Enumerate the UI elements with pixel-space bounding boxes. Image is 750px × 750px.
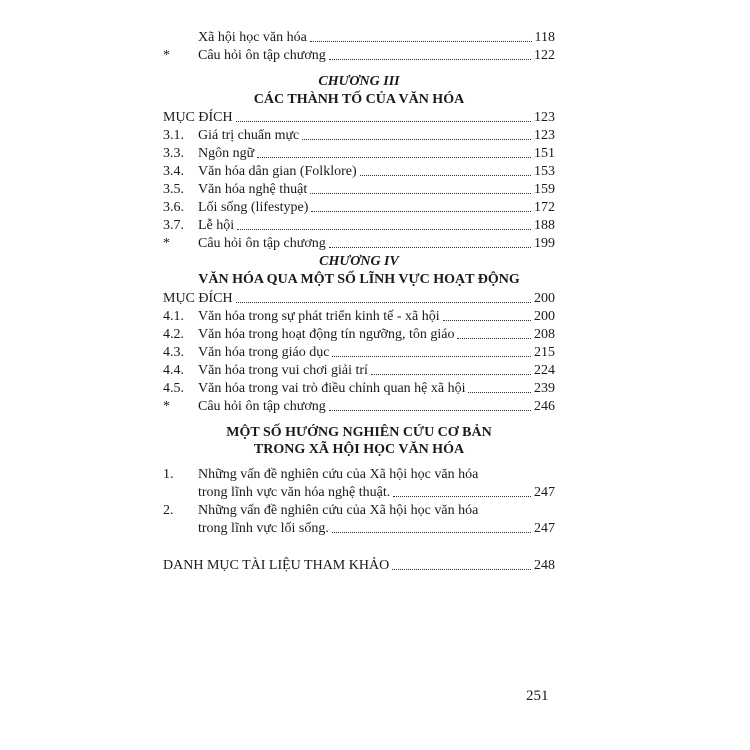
dot-leader bbox=[468, 392, 531, 393]
dot-leader bbox=[392, 569, 531, 570]
entry-number: 3.7. bbox=[163, 218, 184, 233]
entry-title: Câu hỏi ôn tập chương bbox=[198, 236, 326, 251]
entry-title: Xã hội học văn hóa bbox=[198, 30, 307, 45]
toc-entry bbox=[163, 46, 555, 64]
toc-entry bbox=[163, 519, 555, 537]
toc-entry bbox=[163, 234, 555, 252]
entry-title: Giá trị chuẩn mực bbox=[198, 128, 300, 143]
entry-title: Những vấn đề nghiên cứu của Xã hội học văn hóa bbox=[198, 503, 479, 518]
toc-entry bbox=[163, 198, 555, 216]
entry-title: Văn hóa dân gian (Folklore) bbox=[198, 164, 357, 179]
dot-leader bbox=[310, 193, 531, 194]
dot-leader bbox=[302, 139, 531, 140]
entry-number: 3.3. bbox=[163, 146, 184, 161]
toc-entry bbox=[163, 379, 555, 397]
dot-leader bbox=[332, 532, 531, 533]
toc-entry bbox=[163, 307, 555, 325]
entry-page: 122 bbox=[534, 48, 555, 63]
section-title: MỘT SỐ HƯỚNG NGHIÊN CỨU CƠ BẢN bbox=[226, 425, 492, 440]
entry-title: Văn hóa trong hoạt động tín ngưỡng, tôn giáo bbox=[198, 327, 455, 342]
entry-number: * bbox=[163, 399, 170, 414]
entry-number: 4.3. bbox=[163, 345, 184, 360]
entry-title: Văn hóa trong vai trò điều chỉnh quan hệ xã hội bbox=[198, 381, 466, 396]
entry-number: 4.4. bbox=[163, 363, 184, 378]
entry-page: 247 bbox=[534, 521, 555, 536]
toc-entry-first-line bbox=[163, 465, 555, 483]
toc-entry bbox=[163, 108, 555, 126]
entry-title: Câu hỏi ôn tập chương bbox=[198, 48, 326, 63]
toc-entry bbox=[163, 556, 555, 574]
toc-entry bbox=[163, 483, 555, 501]
entry-page: 224 bbox=[534, 363, 555, 378]
dot-leader bbox=[329, 247, 531, 248]
dot-leader bbox=[360, 175, 531, 176]
entry-title: Những vấn đề nghiên cứu của Xã hội học văn hóa bbox=[198, 467, 479, 482]
toc-entry bbox=[163, 126, 555, 144]
entry-number: 3.6. bbox=[163, 200, 184, 215]
entry-page: 247 bbox=[534, 485, 555, 500]
entry-title: Văn hóa trong giáo dục bbox=[198, 345, 330, 360]
dot-leader bbox=[329, 59, 531, 60]
entry-title: trong lĩnh vực lối sống. bbox=[198, 521, 329, 536]
section-title: TRONG XÃ HỘI HỌC VĂN HÓA bbox=[253, 442, 465, 457]
entry-page: 188 bbox=[534, 218, 555, 233]
entry-title: Lối sống (lifestype) bbox=[198, 200, 309, 215]
toc-entry bbox=[163, 325, 555, 343]
toc-entry bbox=[163, 289, 555, 307]
entry-title: Câu hỏi ôn tập chương bbox=[198, 399, 326, 414]
entry-title: DANH MỤC TÀI LIỆU THAM KHẢO bbox=[163, 558, 390, 573]
entry-number: 1. bbox=[163, 467, 174, 482]
toc-entry bbox=[163, 343, 555, 361]
dot-leader bbox=[371, 374, 531, 375]
dot-leader bbox=[443, 320, 531, 321]
entry-page: 123 bbox=[534, 110, 555, 125]
entry-title: Lễ hội bbox=[198, 218, 235, 233]
entry-page: 123 bbox=[534, 128, 555, 143]
dot-leader bbox=[311, 211, 531, 212]
chapter-title: CÁC THÀNH TỐ CỦA VĂN HÓA bbox=[253, 92, 465, 107]
dot-leader bbox=[393, 496, 531, 497]
entry-number: 2. bbox=[163, 503, 174, 518]
entry-number: * bbox=[163, 236, 170, 251]
chapter-title: VĂN HÓA QUA MỘT SỐ LĨNH VỰC HOẠT ĐỘNG bbox=[198, 272, 520, 287]
chapter-label: CHƯƠNG III bbox=[318, 74, 400, 89]
chapter-label: CHƯƠNG IV bbox=[319, 254, 399, 269]
entry-page: 246 bbox=[534, 399, 555, 414]
dot-leader bbox=[236, 121, 531, 122]
entry-title: trong lĩnh vực văn hóa nghệ thuật. bbox=[198, 485, 391, 500]
toc-entry bbox=[163, 180, 555, 198]
entry-title: Văn hóa trong sự phát triển kinh tế - xã hội bbox=[198, 309, 440, 324]
entry-page: 199 bbox=[534, 236, 555, 251]
entry-number: 3.4. bbox=[163, 164, 184, 179]
toc-entry bbox=[163, 144, 555, 162]
dot-leader bbox=[457, 338, 531, 339]
dot-leader bbox=[329, 410, 531, 411]
entry-page: 208 bbox=[534, 327, 555, 342]
entry-page: 215 bbox=[534, 345, 555, 360]
entry-page: 159 bbox=[534, 182, 555, 197]
entry-title: Ngôn ngữ bbox=[198, 146, 255, 161]
entry-number: 4.5. bbox=[163, 381, 184, 396]
entry-page: 172 bbox=[534, 200, 555, 215]
toc-entry bbox=[163, 162, 555, 180]
entry-page: 248 bbox=[534, 558, 555, 573]
entry-title: Văn hóa nghệ thuật bbox=[198, 182, 308, 197]
entry-page: 153 bbox=[534, 164, 555, 179]
entry-page: 239 bbox=[534, 381, 555, 396]
entry-page: 118 bbox=[534, 30, 555, 45]
entry-number: 4.1. bbox=[163, 309, 184, 324]
entry-number: 3.5. bbox=[163, 182, 184, 197]
entry-title: Văn hóa trong vui chơi giải trí bbox=[198, 363, 368, 378]
dot-leader bbox=[257, 157, 531, 158]
dot-leader bbox=[236, 302, 531, 303]
toc-entry-first-line bbox=[163, 501, 555, 519]
dot-leader bbox=[237, 229, 531, 230]
entry-title: MỤC ĐÍCH bbox=[163, 291, 233, 306]
toc-entry bbox=[163, 397, 555, 415]
dot-leader bbox=[332, 356, 531, 357]
toc-entry bbox=[163, 28, 555, 46]
entry-page: 151 bbox=[534, 146, 555, 161]
toc-entry bbox=[163, 361, 555, 379]
entry-page: 200 bbox=[534, 309, 555, 324]
page-number: 251 bbox=[526, 688, 549, 704]
entry-number: 3.1. bbox=[163, 128, 184, 143]
entry-page: 200 bbox=[534, 291, 555, 306]
toc-entry bbox=[163, 216, 555, 234]
entry-number: 4.2. bbox=[163, 327, 184, 342]
dot-leader bbox=[310, 41, 532, 42]
entry-title: MỤC ĐÍCH bbox=[163, 110, 233, 125]
entry-number: * bbox=[163, 48, 170, 63]
